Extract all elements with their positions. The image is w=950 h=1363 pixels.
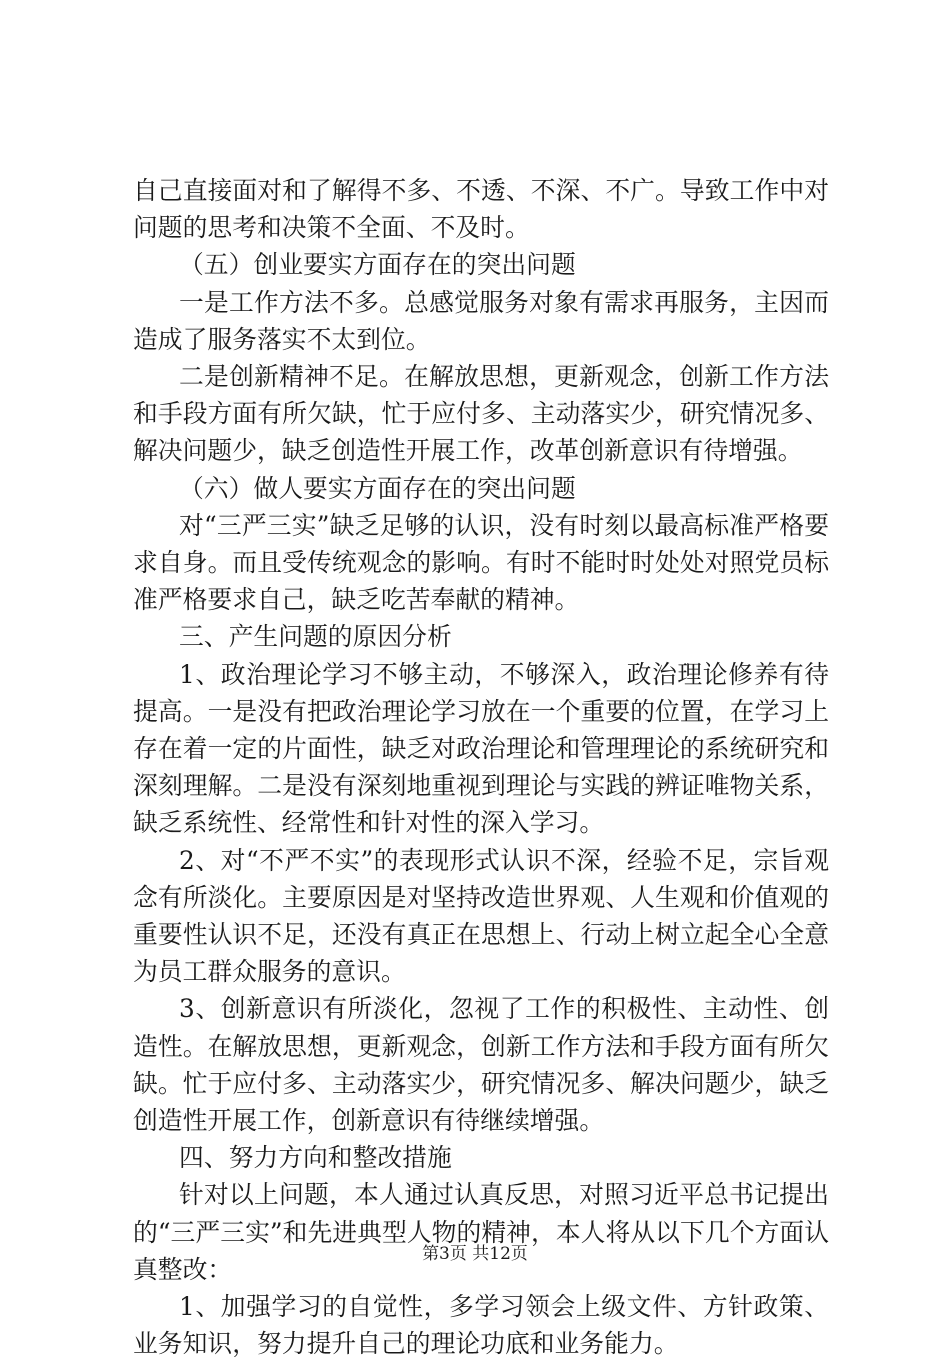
- paragraph-6: 对“三严三实”缺乏足够的认识，没有时刻以最高标准严格要求自身。而且受传统观念的影响。有时不能时时处处对照党员标准严格要求自己，缺乏吃苦奉献的精神。: [133, 510, 829, 615]
- paragraph-13: 1、加强学习的自觉性，多学习领会上级文件、方针政策、业务知识，努力提升自己的理论功底和业务能力。: [133, 1292, 829, 1359]
- page-number: 第3页 共12页: [422, 1244, 528, 1264]
- page-footer: [0, 1242, 950, 1266]
- paragraph-3: 一是工作方法不多。总感觉服务对象有需求再服务，主因而造成了服务落实不太到位。: [133, 287, 829, 354]
- document-body: [133, 172, 829, 1363]
- paragraph-4: 二是创新精神不足。在解放思想，更新观念，创新工作方法和手段方面有所欠缺，忙于应付多、主动落实少，研究情况多、解决问题少，缺乏创造性开展工作，改革创新意识有待增强。: [133, 362, 829, 466]
- section-heading-6: （六）做人要实方面存在的突出问题: [179, 473, 576, 503]
- paragraph-12: 针对以上问题，本人通过认真反思，对照习近平总书记提出的“三严三实”和先进典型人物的精神，本人将从以下几个方面认真整改：: [133, 1180, 829, 1284]
- section-heading-3: 三、产生问题的原因分析: [179, 622, 452, 652]
- section-heading-4: 四、努力方向和整改措施: [179, 1143, 452, 1173]
- paragraph-8: 1、政治理论学习不够主动，不够深入，政治理论修养有待提高。一是没有把政治理论学习放在一个重要的位置，在学习上存在着一定的片面性，缺乏对政治理论和管理理论的系统研究和深刻理解。二是没有深刻地重视到理论与实践的辨证唯物关系，缺乏系统性、经常性和针对性的深入学习。: [133, 659, 829, 838]
- section-heading-5: （五）创业要实方面存在的突出问题: [179, 250, 576, 280]
- paragraph-1: 自己直接面对和了解得不多、不透、不深、不广。导致工作中对问题的思考和决策不全面、不及时。: [133, 176, 829, 243]
- paragraph-10: 3、创新意识有所淡化，忽视了工作的积极性、主动性、创造性。在解放思想，更新观念，创新工作方法和手段方面有所欠缺。忙于应付多、主动落实少，研究情况多、解决问题少，缺乏创造性开展工作，创新意识有待继续增强。: [133, 994, 829, 1136]
- paragraph-9: 2、对“不严不实”的表现形式认识不深，经验不足，宗旨观念有所淡化。主要原因是对坚持改造世界观、人生观和价值观的重要性认识不足，还没有真正在思想上、行动上树立起全心全意为员工群众服务的意识。: [133, 845, 829, 987]
